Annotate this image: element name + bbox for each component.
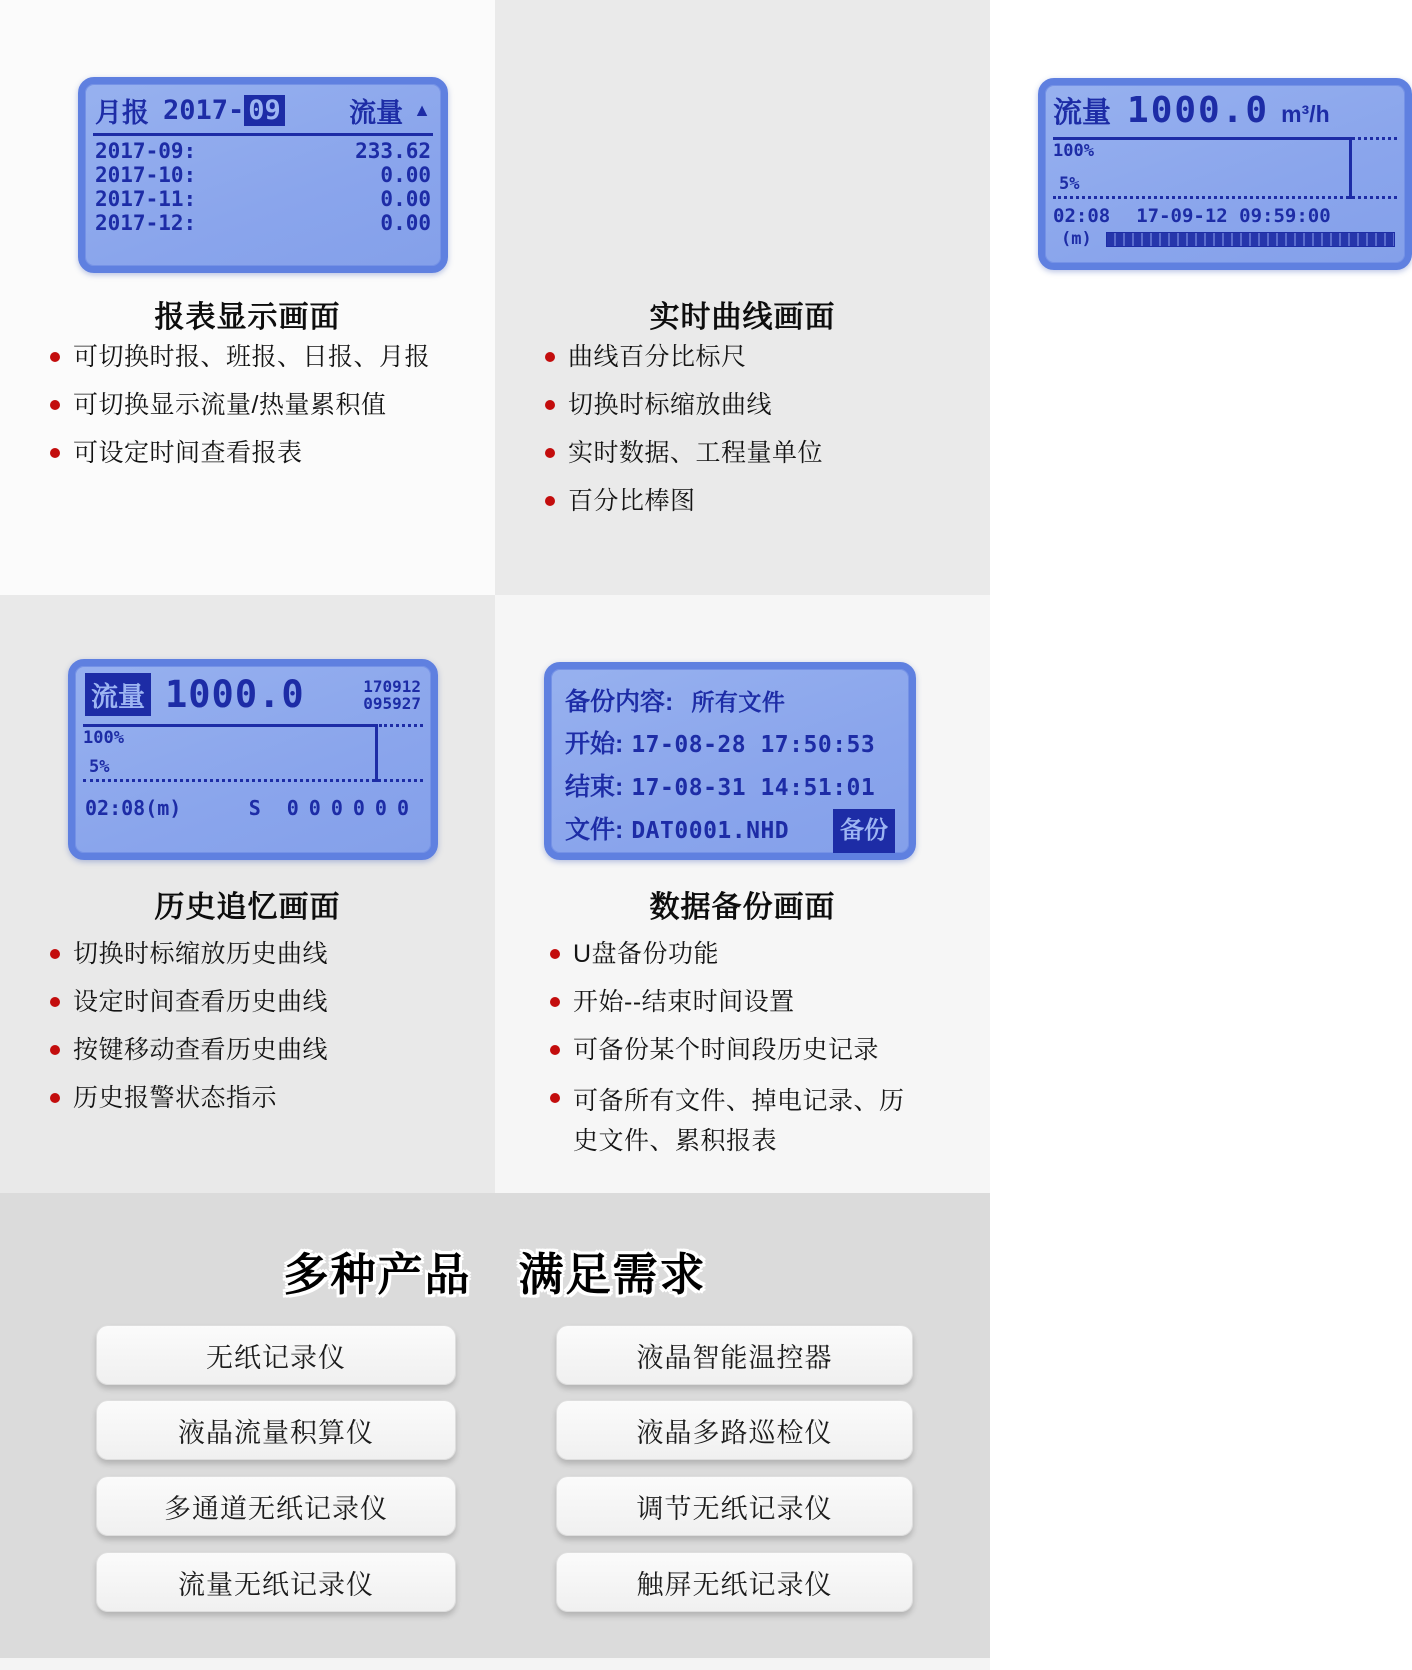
report-year: 2017-	[163, 95, 245, 126]
list-item	[50, 1033, 485, 1067]
bullet-dot	[545, 400, 555, 410]
interval-value: 02:08(m)	[85, 796, 182, 820]
curve-drop-line	[375, 724, 378, 782]
bullet-text: 可备所有文件、掉电记录、历史文件、累积报表	[573, 1087, 905, 1155]
bullet-dot	[550, 1045, 560, 1055]
section-realtime-curve	[495, 0, 1331, 595]
backup-button-on-screen: 备份	[833, 809, 895, 853]
list-item	[50, 388, 485, 422]
section-title: 报表显示画面	[154, 301, 341, 334]
feature-list	[50, 937, 485, 1129]
scale-bottom-label: 5%	[89, 757, 110, 777]
alarm-status	[249, 796, 419, 820]
bullet-text: 切换时标缩放曲线	[568, 391, 773, 419]
bullet-dot	[545, 448, 555, 458]
scale-top-label: 100%	[83, 728, 124, 748]
list-item	[50, 1081, 485, 1115]
bullet-text: 可备份某个时间段历史记录	[573, 1036, 880, 1064]
field-label: 文件:	[565, 816, 624, 844]
row-label: 2017-10:	[95, 163, 197, 187]
row-value: 0.00	[380, 163, 431, 187]
row-label: 2017-12:	[95, 211, 197, 235]
section-title: 历史追忆画面	[154, 891, 341, 924]
percent-bar	[1106, 232, 1395, 247]
bullet-dot	[50, 949, 60, 959]
list-item	[550, 985, 925, 1019]
lcd-history-header	[75, 666, 431, 716]
timestamp: 17-09-12 09:59:00	[1136, 205, 1331, 227]
lcd-backup-body	[551, 669, 909, 853]
history-date-code: 170912	[363, 676, 421, 696]
sort-arrow-icon: ▲	[413, 100, 431, 120]
channel-label-inverted: 流量	[85, 673, 151, 716]
row-value: 233.62	[355, 139, 431, 163]
list-item	[545, 484, 980, 518]
channel-value: 1000.0	[1127, 90, 1270, 131]
channel-value: 1000.0	[165, 673, 305, 716]
field-label: 备份内容:	[565, 688, 674, 716]
list-item	[545, 436, 980, 470]
row-label: 2017-09:	[95, 139, 197, 163]
product-button-regulating-paperless-recorder[interactable]: 调节无纸记录仪	[556, 1476, 913, 1536]
report-period-label: 月报	[95, 98, 149, 128]
row-value: 0.00	[380, 187, 431, 211]
lcd-realtime-screen	[1038, 78, 1412, 270]
channel-label: 流量	[1053, 97, 1112, 129]
feature-list	[50, 340, 485, 484]
interval-unit: (m)	[1061, 229, 1092, 249]
product-button-lcd-smart-temperature-controller[interactable]: 液晶智能温控器	[556, 1325, 913, 1385]
lcd-realtime-footer	[1045, 199, 1405, 249]
product-button-multichannel-paperless-recorder[interactable]: 多通道无纸记录仪	[96, 1476, 456, 1536]
bullet-text: 切换时标缩放历史曲线	[73, 940, 329, 968]
bullet-text: 按键移动查看历史曲线	[73, 1036, 329, 1064]
list-item	[550, 1081, 925, 1161]
lcd-backup-screen	[544, 662, 916, 860]
bullet-dot	[50, 1045, 60, 1055]
bullet-text: 百分比棒图	[568, 487, 696, 515]
list-item	[550, 1033, 925, 1067]
product-button-lcd-flow-totalizer[interactable]: 液晶流量积算仪	[96, 1400, 456, 1460]
lcd-report-screen	[78, 77, 448, 273]
field-value: 17-08-28 17:50:53	[631, 732, 876, 758]
curve-5pct-line	[1053, 196, 1397, 199]
bullet-text: 开始--结束时间设置	[573, 988, 795, 1016]
bullet-text: 可设定时间查看报表	[73, 439, 303, 467]
product-button-paperless-recorder[interactable]: 无纸记录仪	[96, 1325, 456, 1385]
history-datetime-codes	[363, 678, 421, 712]
trend-chart	[83, 724, 423, 782]
backup-start-line	[565, 723, 895, 766]
curve-drop-line	[1349, 137, 1352, 199]
scale-top-label: 100%	[1053, 141, 1094, 161]
list-item	[550, 937, 925, 971]
curve-100pct-line	[83, 724, 375, 727]
bullet-text: 可切换显示流量/热量累积值	[73, 391, 387, 419]
progress-row	[1053, 229, 1397, 249]
row-label: 2017-11:	[95, 187, 197, 211]
backup-content-line	[565, 681, 895, 723]
lcd-realtime-header	[1045, 85, 1405, 131]
field-label: 结束:	[565, 773, 624, 801]
field-label: 开始:	[565, 730, 624, 758]
backup-end-line	[565, 766, 895, 809]
bullet-dot	[545, 352, 555, 362]
field-value: 所有文件	[691, 689, 786, 715]
field-value: DAT0001.NHD	[631, 818, 790, 844]
bullet-dot	[50, 1093, 60, 1103]
channel-unit: m³/h	[1281, 101, 1330, 127]
curve-100pct-line	[1053, 137, 1349, 140]
product-button-touchscreen-paperless-recorder[interactable]: 触屏无纸记录仪	[556, 1552, 913, 1612]
lcd-history-footer	[75, 782, 431, 820]
curve-dotted-segment	[379, 724, 423, 727]
interval-value: 02:08	[1053, 205, 1111, 227]
list-item	[50, 985, 485, 1019]
list-item	[545, 340, 980, 374]
page-bottom-strip	[0, 1658, 990, 1670]
lcd-report-header	[85, 84, 441, 130]
row-value: 0.00	[380, 211, 431, 235]
table-row	[95, 163, 431, 187]
bullet-dot	[50, 352, 60, 362]
bullet-text: 可切换时报、班报、日报、月报	[73, 343, 431, 371]
list-item	[545, 388, 980, 422]
status-indicators: 000000	[286, 796, 419, 820]
lcd-history-screen	[68, 659, 438, 860]
curve-5pct-line	[83, 779, 423, 782]
field-value: 17-08-31 14:51:01	[631, 775, 876, 801]
bullet-dot	[50, 448, 60, 458]
bullet-text: 曲线百分比标尺	[568, 343, 747, 371]
time-row	[1053, 205, 1397, 227]
bullet-text: 实时数据、工程量单位	[568, 439, 824, 467]
bullet-dot	[545, 496, 555, 506]
section-data-backup	[495, 595, 990, 1193]
products-title: 多种产品 满足需求	[283, 1249, 707, 1300]
trend-chart	[1053, 137, 1397, 199]
bullet-dot	[550, 997, 560, 1007]
products-section	[0, 1193, 990, 1658]
product-button-flow-paperless-recorder[interactable]: 流量无纸记录仪	[96, 1552, 456, 1612]
status-letter: S	[248, 796, 261, 820]
table-row	[95, 139, 431, 163]
bullet-dot	[50, 997, 60, 1007]
bullet-dot	[50, 400, 60, 410]
feature-list	[545, 340, 980, 532]
report-month-selected: 09	[244, 95, 285, 126]
table-row	[95, 187, 431, 211]
bullet-text: 历史报警状态指示	[73, 1084, 278, 1112]
report-column-label: 流量	[349, 98, 404, 128]
feature-list	[550, 937, 925, 1175]
bullet-dot	[550, 949, 560, 959]
list-item	[50, 937, 485, 971]
bullet-text: U盘备份功能	[573, 940, 720, 968]
curve-dotted-segment	[1352, 137, 1397, 140]
section-title: 数据备份画面	[649, 891, 836, 924]
report-table	[85, 136, 441, 235]
section-history-recall	[0, 595, 495, 1193]
product-button-lcd-multichannel-inspector[interactable]: 液晶多路巡检仪	[556, 1400, 913, 1460]
list-item	[50, 340, 485, 374]
bullet-dot	[550, 1093, 560, 1103]
list-item	[50, 436, 485, 470]
bullet-text: 设定时间查看历史曲线	[73, 988, 329, 1016]
backup-file-line	[565, 809, 895, 853]
section-title: 实时曲线画面	[649, 301, 836, 334]
history-time-code: 095927	[363, 693, 421, 713]
table-row	[95, 211, 431, 235]
section-report-display	[0, 0, 495, 595]
scale-bottom-label: 5%	[1059, 174, 1080, 194]
